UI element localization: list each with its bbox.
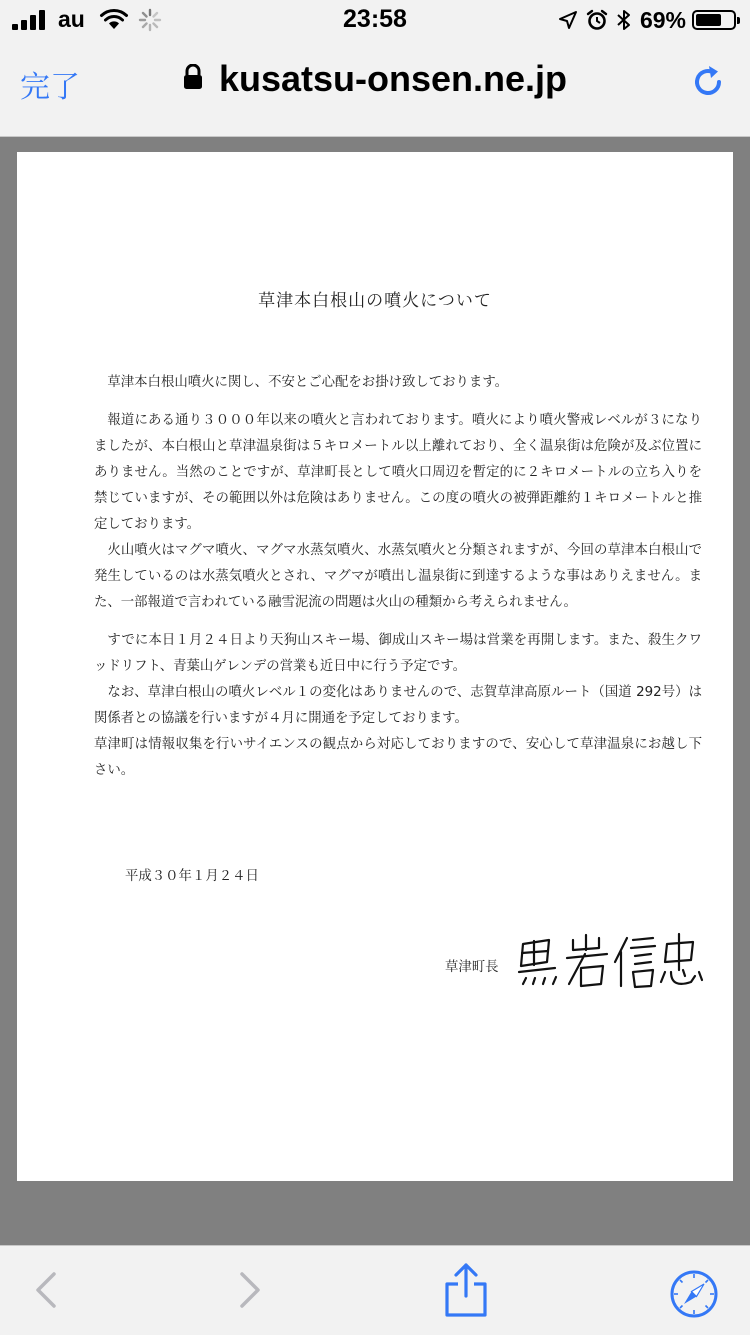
share-icon[interactable] [443, 1262, 489, 1322]
pdf-page [17, 152, 733, 1181]
bluetooth-icon [616, 8, 632, 32]
paragraph: 火山噴火はマグマ噴火、マグマ水蒸気噴火、水蒸気噴火と分類されますが、今回の草津本白根山で発生しているのは水蒸気噴火とされ、マグマが噴出し温泉街に到達するような事はありえません。また、一部報道で言われている融雪泥流の問題は火山の種類から考えられません。 [94, 543, 702, 610]
paragraph: 草津町は情報収集を行いサイエンスの観点から対応しておりますので、安心して草津温泉にお越し下さい。 [94, 737, 702, 778]
status-bar [0, 0, 750, 40]
paragraph: 草津本白根山噴火に関し、不安とご心配をお掛け致しております。 [107, 375, 509, 390]
url-text: kusatsu-onsen.ne.jp [218, 58, 568, 99]
paragraph: すでに本日１月２４日より天狗山スキー場、御成山スキー場は営業を再開します。また、殺生クワッドリフト、青葉山ゲレンデの営業も近日中に行う予定です。 [94, 633, 702, 674]
signer-title: 草津町長 [445, 960, 499, 975]
done-button[interactable]: 完了 [20, 70, 80, 105]
document-body [94, 370, 702, 784]
forward-icon[interactable] [236, 1266, 264, 1318]
document-date: 平成３０年１月２４日 [125, 869, 259, 884]
browser-nav-bar [0, 40, 750, 137]
battery-fill [696, 14, 721, 26]
battery-icon [692, 10, 736, 30]
document-title: 草津本白根山の噴火について [258, 291, 492, 311]
paragraph: なお、草津白根山の噴火レベル１の変化はありませんので、志賀草津高原ルート（国道 292号）は関係者との協議を行いますが４月に開通を予定しております。 [94, 685, 702, 726]
paragraph: 報道にある通り３０００年以来の噴火と言われております。噴火により噴火警戒レベルが３になりましたが、本白根山と草津温泉街は５キロメートル以上離れており、全く温泉街は危険が及ぶ位置にありません。当然のことですが、草津町長として噴火口周辺を暫定的に２キロメートルの立ち入りを禁じていますが、その範囲以外は危険はありません。この度の噴火の被弾距離約１キロメートルと推定しております。 [94, 413, 702, 532]
browser-toolbar [0, 1245, 750, 1335]
reload-icon[interactable] [688, 62, 728, 102]
lock-icon [183, 64, 203, 94]
status-time: 23:58 [343, 5, 407, 33]
back-icon[interactable] [32, 1266, 60, 1318]
carrier-label: au [58, 6, 85, 32]
handwritten-signature [515, 932, 705, 996]
alarm-icon [586, 9, 608, 31]
location-icon [558, 10, 578, 30]
battery-percent: 69% [639, 6, 686, 33]
address-bar[interactable] [0, 58, 750, 100]
safari-compass-icon[interactable] [668, 1268, 720, 1324]
